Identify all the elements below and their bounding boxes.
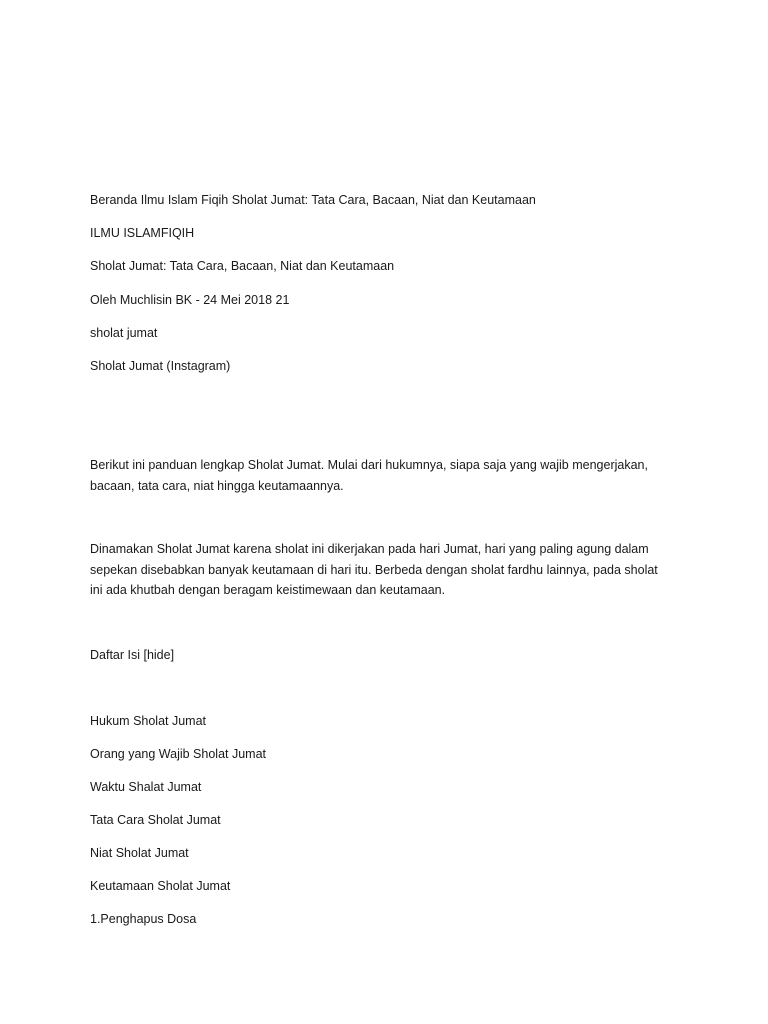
second-paragraph: Dinamakan Sholat Jumat karena sholat ini dikerjakan pada hari Jumat, hari yang paling agung dalam sepekan disebabkan banyak keutamaan di hari itu. Berbeda dengan sholat fardhu lainnya, pada sholat ini ada khutbah dengan beragam keistimewaan dan keutamaan. [90, 542, 658, 597]
toc-heading: Daftar Isi [hide] [90, 648, 175, 662]
category-label: ILMU ISLAMFIQIH [90, 226, 195, 240]
page-title: Sholat Jumat: Tata Cara, Bacaan, Niat dan Keutamaan [90, 259, 395, 273]
byline: Oleh Muchlisin BK - 24 Mei 2018 21 [90, 293, 290, 307]
toc-item-hukum: Hukum Sholat Jumat [90, 714, 207, 728]
image-alt-text: sholat jumat [90, 326, 158, 340]
image-caption: Sholat Jumat (Instagram) [90, 359, 231, 373]
toc-item-waktu: Waktu Shalat Jumat [90, 780, 202, 794]
toc-item-orang-wajib: Orang yang Wajib Sholat Jumat [90, 747, 267, 761]
toc-item-penghapus-dosa: 1.Penghapus Dosa [90, 912, 197, 926]
toc-item-tata-cara: Tata Cara Sholat Jumat [90, 813, 221, 827]
breadcrumb: Beranda Ilmu Islam Fiqih Sholat Jumat: Tata Cara, Bacaan, Niat dan Keutamaan [90, 193, 536, 207]
intro-paragraph: Berikut ini panduan lengkap Sholat Jumat. Mulai dari hukumnya, siapa saja yang wajib mengerjakan, bacaan, tata cara, niat hingga keutamaannya. [90, 458, 648, 493]
toc-item-niat: Niat Sholat Jumat [90, 846, 189, 860]
toc-item-keutamaan: Keutamaan Sholat Jumat [90, 879, 231, 893]
